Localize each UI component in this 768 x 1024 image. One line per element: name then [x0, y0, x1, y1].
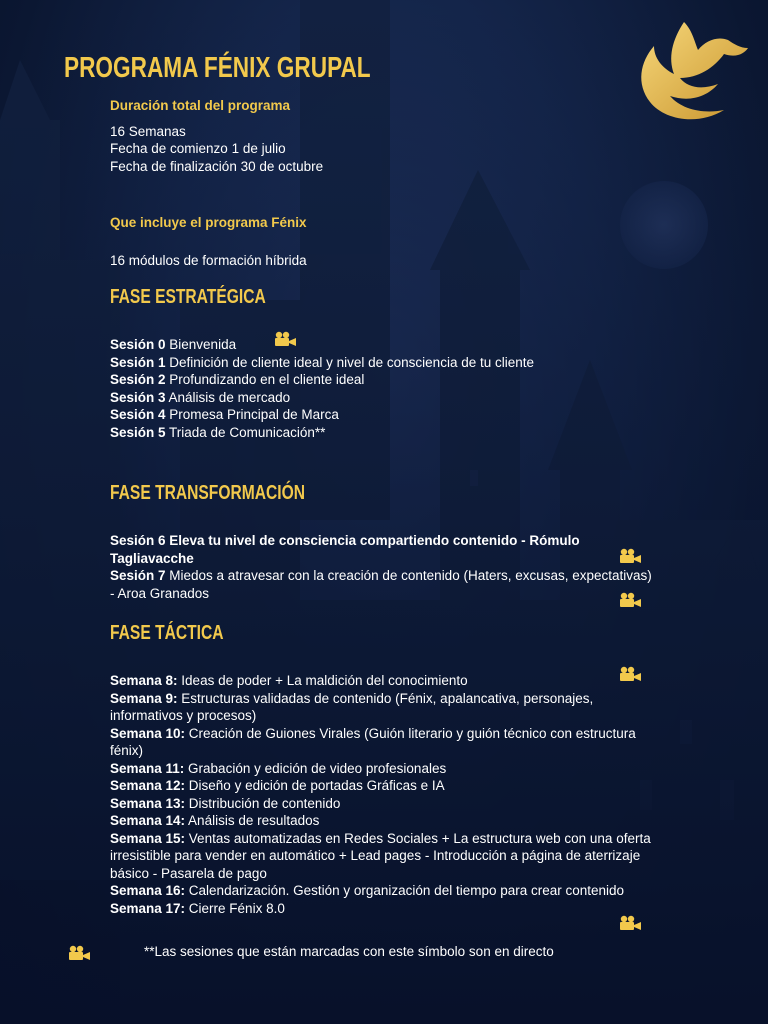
list-item: Sesión 0 Bienvenida	[110, 337, 237, 352]
video-camera-icon	[618, 666, 642, 682]
includes-section	[110, 214, 307, 269]
list-item: Semana 17: Cierre Fénix 8.0	[110, 900, 285, 916]
video-camera-icon	[618, 592, 642, 608]
list-item: Sesión 2 Profundizando en el cliente ideal	[110, 372, 365, 387]
video-camera-icon	[273, 331, 297, 347]
phase-transformation-list	[110, 532, 655, 602]
video-camera-icon	[618, 915, 642, 931]
list-item: Semana 11: Grabación y edición de video profesionales	[110, 760, 447, 776]
list-item: Semana 12: Diseño y edición de portadas Gráficas e IA	[110, 778, 445, 793]
list-item: Semana 15: Ventas automatizadas en Redes Sociales + La estructura web con una oferta irresistible para vender en automático + Lead pages - Introducción a página de aterrizaje básico - Pasarela de pago	[110, 830, 651, 881]
video-camera-icon	[618, 548, 642, 564]
phase-strategic-list	[110, 336, 670, 441]
end-date: Fecha de finalización 30 de octubre	[110, 158, 324, 174]
includes-text: 16 módulos de formación híbrida	[110, 252, 307, 268]
list-item: Sesión 6 Eleva tu nivel de consciencia compartiendo contenido - Rómulo Tagliavacche	[110, 533, 580, 566]
page-title: PROGRAMA FÉNIX GRUPAL	[64, 52, 371, 84]
duration-weeks: 16 Semanas	[110, 123, 186, 139]
includes-label: Que incluye el programa Fénix	[110, 215, 307, 230]
list-item: Semana 13: Distribución de contenido	[110, 795, 341, 811]
list-item: Semana 8: Ideas de poder + La maldición del conocimiento	[110, 673, 468, 688]
video-camera-icon	[67, 945, 91, 961]
list-item: Sesión 1 Definición de cliente ideal y nivel de consciencia de tu cliente	[110, 354, 534, 370]
list-item: Semana 10: Creación de Guiones Virales (Guión literario y guión técnico con estructura fénix)	[110, 725, 636, 758]
duration-section	[110, 97, 323, 175]
list-item: Sesión 4 Promesa Principal de Marca	[110, 407, 339, 422]
footnote: **Las sesiones que están marcadas con este símbolo son en directo	[144, 944, 554, 959]
list-item: Sesión 5 Triada de Comunicación**	[110, 424, 326, 440]
phoenix-logo	[632, 18, 750, 131]
phase-tactical-list	[110, 672, 660, 917]
list-item: Sesión 3 Análisis de mercado	[110, 389, 291, 405]
list-item: Semana 9: Estructuras validadas de contenido (Fénix, apalancativa, personajes, informativos y procesos)	[110, 690, 594, 723]
list-item: Sesión 7 Miedos a atravesar con la creación de contenido (Haters, excusas, expectativas) - Aroa Granados	[110, 568, 652, 601]
list-item: Semana 16: Calendarización. Gestión y organización del tiempo para crear contenido	[110, 883, 625, 898]
phase-tactical-heading: FASE TÁCTICA	[110, 622, 224, 644]
list-item: Semana 14: Análisis de resultados	[110, 813, 320, 828]
duration-label: Duración total del programa	[110, 98, 291, 113]
phase-strategic-heading: FASE ESTRATÉGICA	[110, 286, 266, 308]
start-date: Fecha de comienzo 1 de julio	[110, 141, 286, 156]
phase-transformation-heading: FASE TRANSFORMACIÓN	[110, 482, 305, 504]
